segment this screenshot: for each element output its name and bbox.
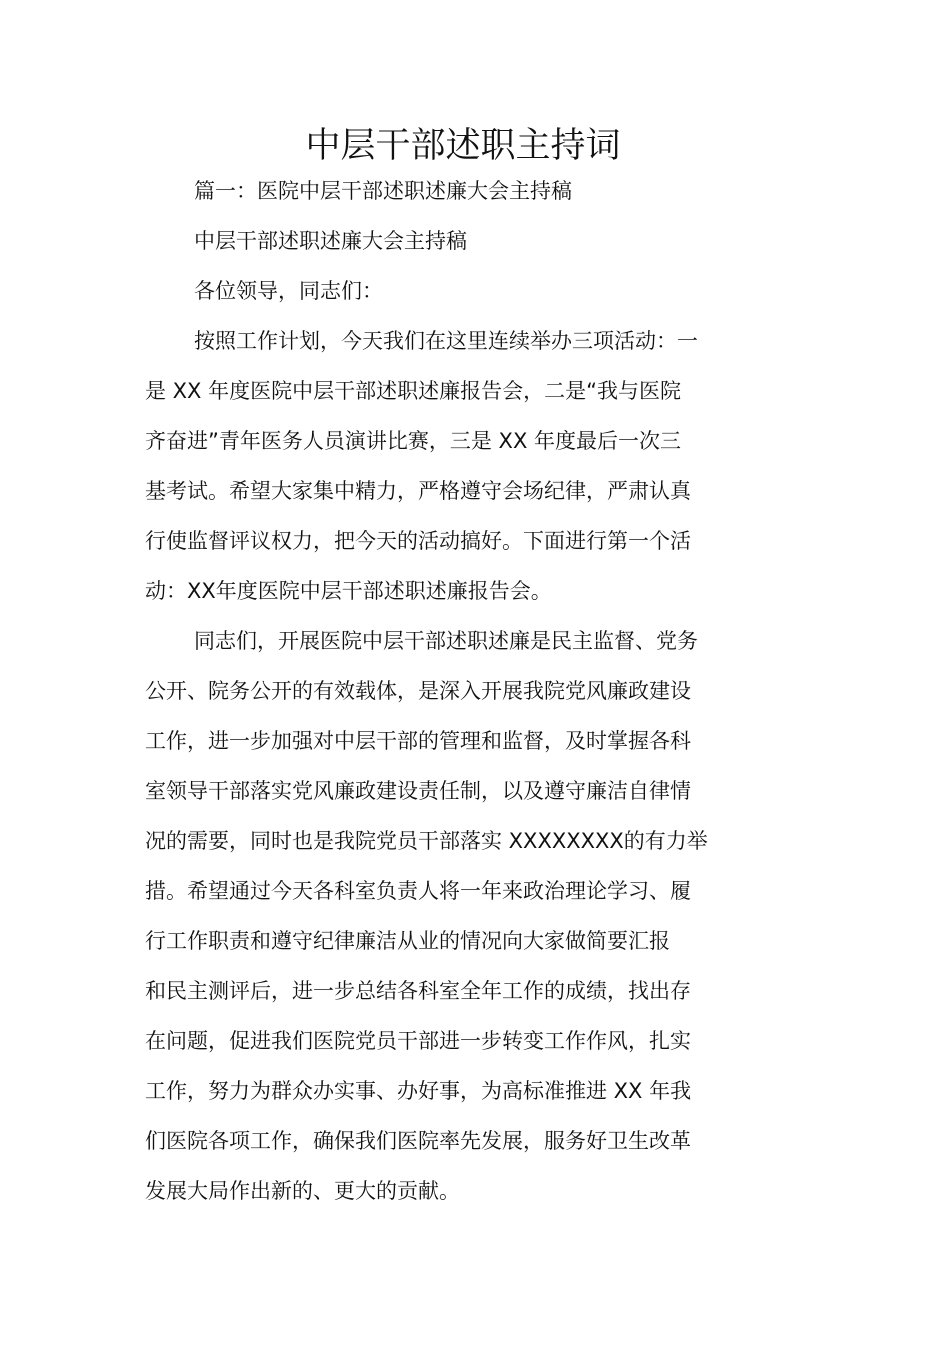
text-line: 同志们，开展医院中层干部述职述廉是民主监督、党务	[194, 629, 698, 653]
text-line: 按照工作计划，今天我们在这里连续举办三项活动：一	[194, 329, 698, 353]
text-line: 在问题，促进我们医院党员干部进一步转变工作作风，扎实	[145, 1029, 691, 1053]
text-line: 各位领导，同志们：	[194, 279, 383, 303]
text-line: 基考试。希望大家集中精力，严格遵守会场纪律，严肃认真	[145, 479, 691, 503]
text-line: 们医院各项工作，确保我们医院率先发展，服务好卫生改革	[145, 1129, 691, 1153]
text-line: 是 XX 年度医院中层干部述职述廉报告会，二是“我与医院	[145, 379, 682, 403]
text-line: 公开、院务公开的有效载体，是深入开展我院党风廉政建设	[145, 679, 691, 703]
text-line: 篇一：医院中层干部述职述廉大会主持稿	[194, 179, 572, 203]
text-line: 中层干部述职述廉大会主持稿	[194, 229, 467, 253]
text-line: 动：XX年度医院中层干部述职述廉报告会。	[145, 579, 552, 603]
text-line: 措。希望通过今天各科室负责人将一年来政治理论学习、履	[145, 879, 691, 903]
text-line: 况的需要，同时也是我院党员干部落实 XXXXXXXX的有力举	[145, 829, 708, 853]
text-line: 齐奋进”青年医务人员演讲比赛，三是 XX 年度最后一次三	[145, 429, 682, 453]
document-title: 中层干部述职主持词	[305, 126, 621, 166]
text-line: 室领导干部落实党风廉政建设责任制，以及遵守廉洁自律情	[145, 779, 691, 803]
text-line: 和民主测评后，进一步总结各科室全年工作的成绩，找出存	[145, 979, 691, 1003]
text-line: 发展大局作出新的、更大的贡献。	[145, 1179, 460, 1203]
text-line: 行使监督评议权力，把今天的活动搞好。下面进行第一个活	[145, 529, 691, 553]
text-line: 工作，努力为群众办实事、办好事，为高标准推进 XX 年我	[145, 1079, 692, 1103]
text-line: 行工作职责和遵守纪律廉洁从业的情况向大家做简要汇报	[145, 929, 670, 953]
text-line: 工作，进一步加强对中层干部的管理和监督，及时掌握各科	[145, 729, 691, 753]
